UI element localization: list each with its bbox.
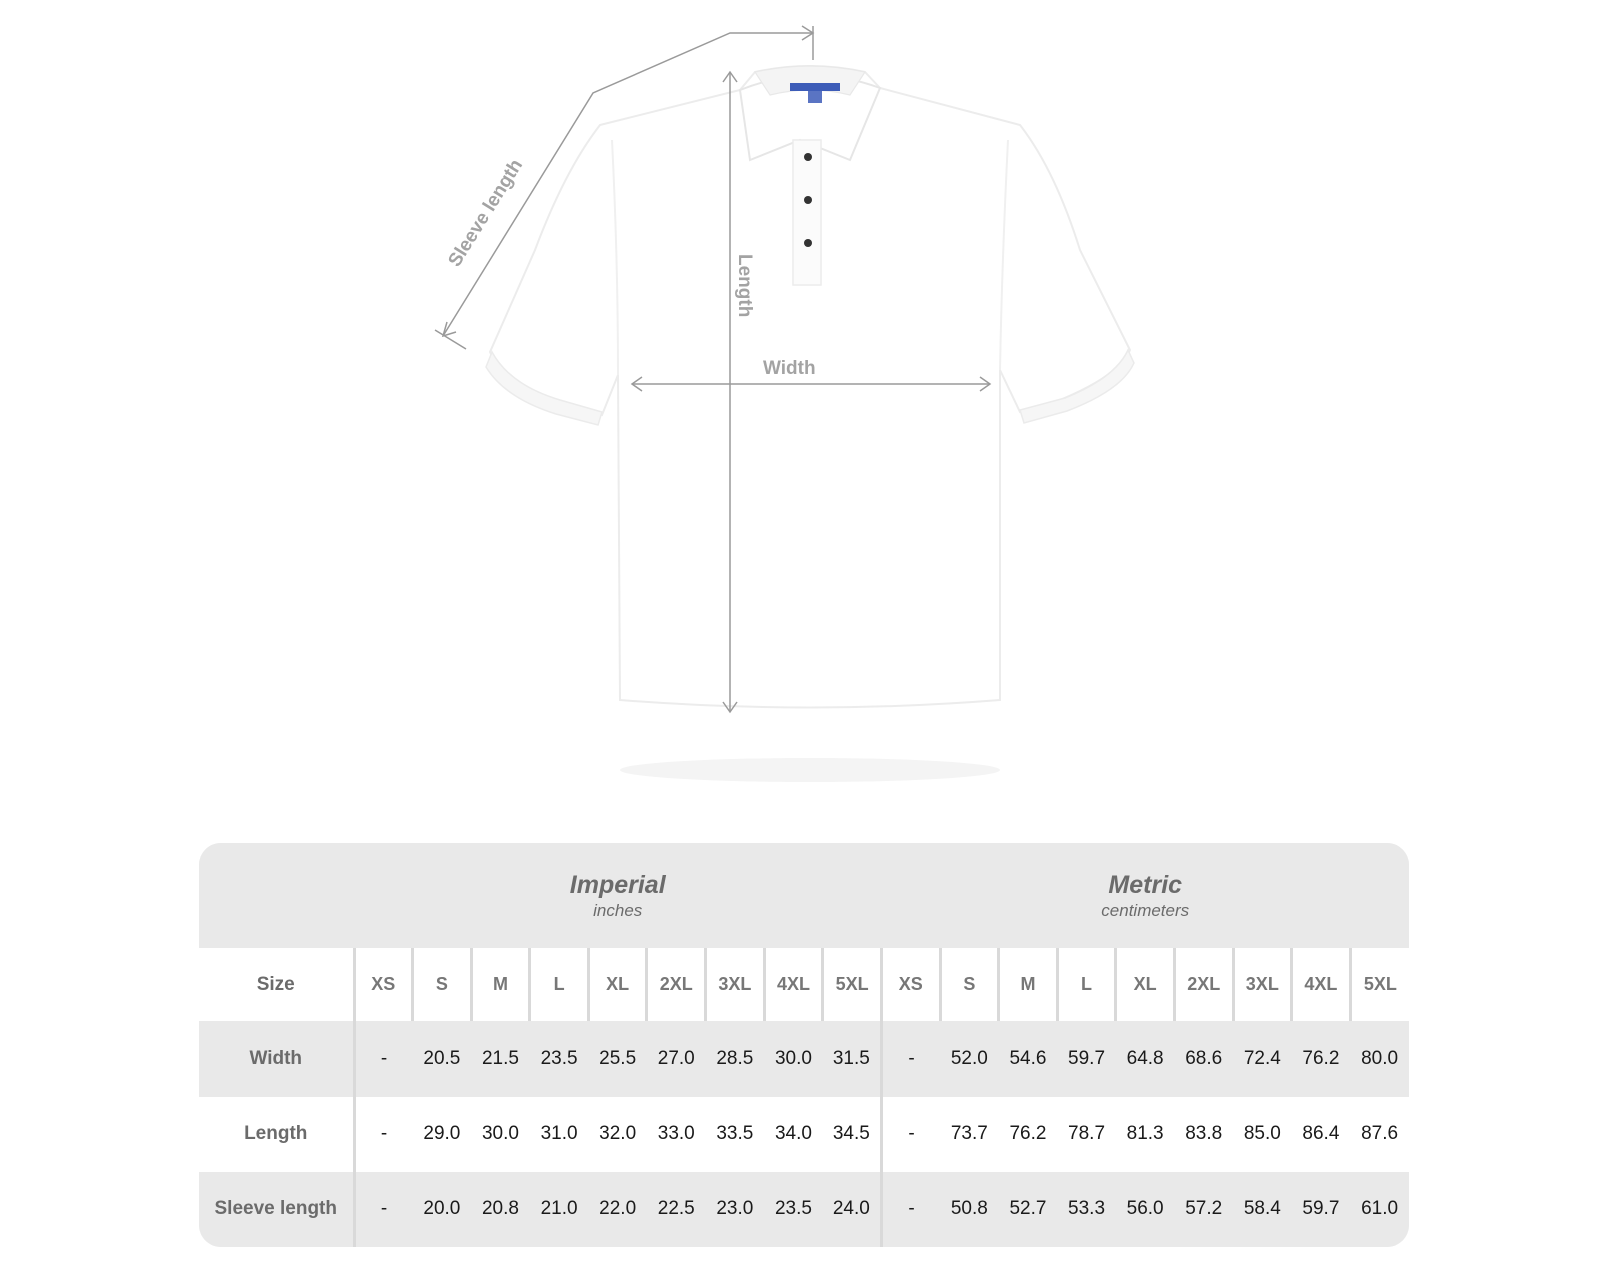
- imperial-value-cell: 25.5: [588, 1021, 647, 1096]
- metric-size-2xl: 2XL: [1174, 948, 1233, 1021]
- imperial-title: Imperial: [569, 870, 666, 899]
- metric-value-cell: 80.0: [1350, 1021, 1409, 1096]
- neck-tag: [790, 83, 840, 91]
- polo-shirt: [486, 66, 1134, 782]
- imperial-value-cell: 27.0: [647, 1021, 706, 1096]
- imperial-value-cell: 33.5: [706, 1097, 765, 1172]
- metric-header: [881, 843, 1409, 948]
- length-label: Length: [734, 254, 755, 318]
- imperial-value-cell: 33.0: [647, 1097, 706, 1172]
- imperial-value-cell: -: [354, 1172, 413, 1247]
- imperial-value-cell: 31.5: [823, 1021, 882, 1096]
- size-header-row: [199, 948, 1409, 1021]
- imperial-size-l: L: [530, 948, 589, 1021]
- metric-title: Metric: [1108, 870, 1183, 899]
- size-table: [199, 843, 1409, 1247]
- sleeve-length-label: Sleeve length: [444, 155, 528, 271]
- metric-value-cell: 76.2: [1292, 1021, 1351, 1096]
- metric-value-cell: 86.4: [1292, 1097, 1351, 1172]
- metric-value-cell: -: [881, 1021, 940, 1096]
- imperial-value-cell: 20.5: [413, 1021, 472, 1096]
- metric-size-l: L: [1057, 948, 1116, 1021]
- imperial-size-xl: XL: [588, 948, 647, 1021]
- row-label: Sleeve length: [199, 1172, 354, 1247]
- imperial-value-cell: 28.5: [706, 1021, 765, 1096]
- imperial-value-cell: 34.5: [823, 1097, 882, 1172]
- imperial-unit: inches: [593, 900, 643, 920]
- metric-size-s: S: [940, 948, 999, 1021]
- imperial-size-xs: XS: [354, 948, 413, 1021]
- metric-value-cell: 58.4: [1233, 1172, 1292, 1247]
- metric-value-cell: -: [881, 1172, 940, 1247]
- width-label: Width: [763, 358, 816, 379]
- metric-value-cell: 72.4: [1233, 1021, 1292, 1096]
- metric-value-cell: 64.8: [1116, 1021, 1175, 1096]
- imperial-value-cell: 23.0: [706, 1172, 765, 1247]
- imperial-header: [354, 843, 881, 948]
- imperial-value-cell: 32.0: [588, 1097, 647, 1172]
- imperial-size-3xl: 3XL: [706, 948, 765, 1021]
- metric-value-cell: 68.6: [1174, 1021, 1233, 1096]
- metric-value-cell: 87.6: [1350, 1097, 1409, 1172]
- metric-size-3xl: 3XL: [1233, 948, 1292, 1021]
- button-icon: [804, 153, 812, 161]
- unit-system-header-row: [199, 843, 1409, 948]
- button-icon: [804, 196, 812, 204]
- metric-size-5xl: 5XL: [1350, 948, 1409, 1021]
- imperial-value-cell: 22.5: [647, 1172, 706, 1247]
- metric-value-cell: 53.3: [1057, 1172, 1116, 1247]
- size-header: Size: [199, 948, 354, 1021]
- imperial-value-cell: 24.0: [823, 1172, 882, 1247]
- header-corner: [199, 843, 354, 948]
- imperial-value-cell: 31.0: [530, 1097, 589, 1172]
- metric-value-cell: 52.0: [940, 1021, 999, 1096]
- imperial-value-cell: 21.0: [530, 1172, 589, 1247]
- metric-value-cell: 76.2: [999, 1097, 1058, 1172]
- table-row: [199, 1172, 1409, 1247]
- imperial-value-cell: 23.5: [764, 1172, 823, 1247]
- metric-unit: centimeters: [1101, 900, 1190, 920]
- metric-value-cell: 50.8: [940, 1172, 999, 1247]
- imperial-value-cell: 20.0: [413, 1172, 472, 1247]
- metric-value-cell: 54.6: [999, 1021, 1058, 1096]
- imperial-size-m: M: [471, 948, 530, 1021]
- row-label: Width: [199, 1021, 354, 1096]
- placket: [793, 140, 821, 285]
- metric-size-xl: XL: [1116, 948, 1175, 1021]
- imperial-value-cell: -: [354, 1021, 413, 1096]
- metric-value-cell: 78.7: [1057, 1097, 1116, 1172]
- size-chart-table: [199, 843, 1409, 1247]
- metric-value-cell: 61.0: [1350, 1172, 1409, 1247]
- imperial-size-2xl: 2XL: [647, 948, 706, 1021]
- imperial-value-cell: 21.5: [471, 1021, 530, 1096]
- metric-value-cell: 73.7: [940, 1097, 999, 1172]
- metric-value-cell: 52.7: [999, 1172, 1058, 1247]
- metric-size-xs: XS: [881, 948, 940, 1021]
- imperial-value-cell: 30.0: [764, 1021, 823, 1096]
- metric-value-cell: 81.3: [1116, 1097, 1175, 1172]
- metric-value-cell: 57.2: [1174, 1172, 1233, 1247]
- metric-size-4xl: 4XL: [1292, 948, 1351, 1021]
- imperial-size-5xl: 5XL: [823, 948, 882, 1021]
- metric-value-cell: 59.7: [1292, 1172, 1351, 1247]
- imperial-size-4xl: 4XL: [764, 948, 823, 1021]
- metric-value-cell: 56.0: [1116, 1172, 1175, 1247]
- metric-value-cell: 59.7: [1057, 1021, 1116, 1096]
- imperial-value-cell: 30.0: [471, 1097, 530, 1172]
- metric-value-cell: 83.8: [1174, 1097, 1233, 1172]
- metric-value-cell: -: [881, 1097, 940, 1172]
- imperial-value-cell: 29.0: [413, 1097, 472, 1172]
- imperial-value-cell: 20.8: [471, 1172, 530, 1247]
- row-label: Length: [199, 1097, 354, 1172]
- imperial-value-cell: 22.0: [588, 1172, 647, 1247]
- button-icon: [804, 239, 812, 247]
- table-row: [199, 1021, 1409, 1096]
- imperial-value-cell: -: [354, 1097, 413, 1172]
- imperial-value-cell: 23.5: [530, 1021, 589, 1096]
- imperial-value-cell: 34.0: [764, 1097, 823, 1172]
- imperial-size-s: S: [413, 948, 472, 1021]
- table-row: [199, 1097, 1409, 1172]
- metric-value-cell: 85.0: [1233, 1097, 1292, 1172]
- metric-size-m: M: [999, 948, 1058, 1021]
